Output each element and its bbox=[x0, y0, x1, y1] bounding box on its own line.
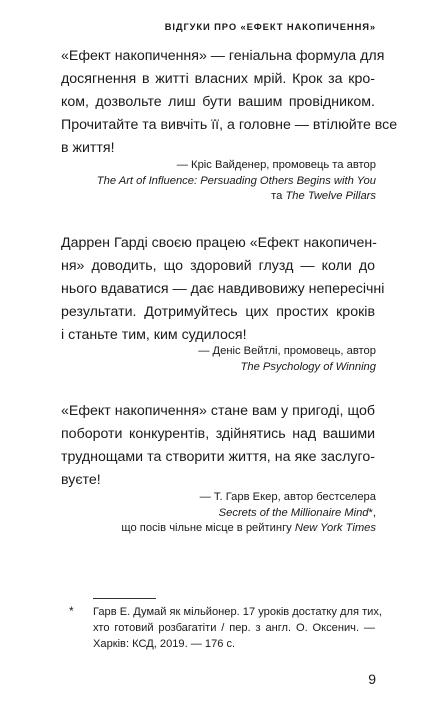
review-3-ranking-text: що посів чільне місце в рейтингу bbox=[121, 522, 295, 534]
review-3-line: вуєте! bbox=[61, 472, 101, 489]
review-3-line: побороти конкурентів, здійнятись над вашими bbox=[61, 426, 375, 443]
review-2-line: Даррен Гарді своєю працею «Ефект накопичен- bbox=[61, 235, 377, 251]
review-2-book: The Psychology of Winning bbox=[240, 360, 376, 373]
review-2-line: і станьте тим, ким судилося! bbox=[61, 327, 247, 344]
review-2-quote bbox=[61, 232, 385, 347]
footnote-line: Гарв Е. Думай як мільйонер. 17 уроків достатку для тих, bbox=[93, 606, 382, 618]
review-1-book: The Art of Influence: Persuading Others Begins with You bbox=[96, 174, 376, 187]
review-1-line: Прочитайте та вивчіть її, а головне — втілюйте все bbox=[61, 117, 398, 134]
review-3-line: труднощами та створити життя, на яке заслуго- bbox=[61, 449, 375, 466]
review-1-line: в життя! bbox=[61, 140, 115, 157]
review-2-line: результати. Дотримуйтесь цих простих кроків bbox=[61, 304, 375, 321]
review-3-ranking-source: New York Times bbox=[294, 522, 376, 534]
review-3-line: «Ефект накопичення» стане вам у пригоді, щоб bbox=[61, 403, 375, 419]
page-number: 9 bbox=[368, 671, 376, 687]
review-2-author: — Деніс Вейтлі, промовець, автор bbox=[198, 345, 376, 357]
review-3-book: Secrets of the Millionaire Mind bbox=[218, 506, 369, 519]
review-2-attribution bbox=[198, 344, 376, 375]
review-2-line: ня» доводить, що здоровий глузд — коли до bbox=[61, 258, 375, 275]
review-3-quote bbox=[61, 400, 375, 492]
review-1-attribution bbox=[97, 158, 376, 205]
review-3-attribution bbox=[121, 490, 376, 537]
footnote-marker: * bbox=[69, 604, 74, 618]
review-1-line: досягнення в житті власних мрій. Крок за кро- bbox=[61, 71, 375, 88]
review-1-line: ком, дозвольте лиш бути вашим провідником. bbox=[61, 94, 375, 111]
footnote-line: хто готовий розбагатіти / пер. з англ. О. Оксенич. — bbox=[93, 622, 375, 634]
review-1-line: «Ефект накопичення» — геніальна формула для bbox=[61, 48, 385, 64]
footnote-rule bbox=[93, 598, 156, 599]
running-head: ВІДГУКИ ПРО «ЕФЕКТ НАКОПИЧЕННЯ» bbox=[164, 21, 376, 32]
footnote-line: Харків: КСД, 2019. — 176 с. bbox=[93, 638, 236, 650]
review-1-quote bbox=[61, 45, 398, 160]
review-1-book-2: The Twelve Pillars bbox=[285, 190, 376, 202]
review-2-line: нього вдаватися — дає навдивовижу непересічні bbox=[61, 281, 385, 298]
review-3-author: — Т. Гарв Екер, автор бестселера bbox=[199, 491, 376, 503]
review-1-author: — Кріс Вайденер, промовець та автор bbox=[176, 159, 376, 171]
review-3-footnote-ref: *, bbox=[368, 506, 376, 519]
review-1-joiner: та bbox=[271, 190, 286, 202]
footnote bbox=[93, 604, 382, 652]
